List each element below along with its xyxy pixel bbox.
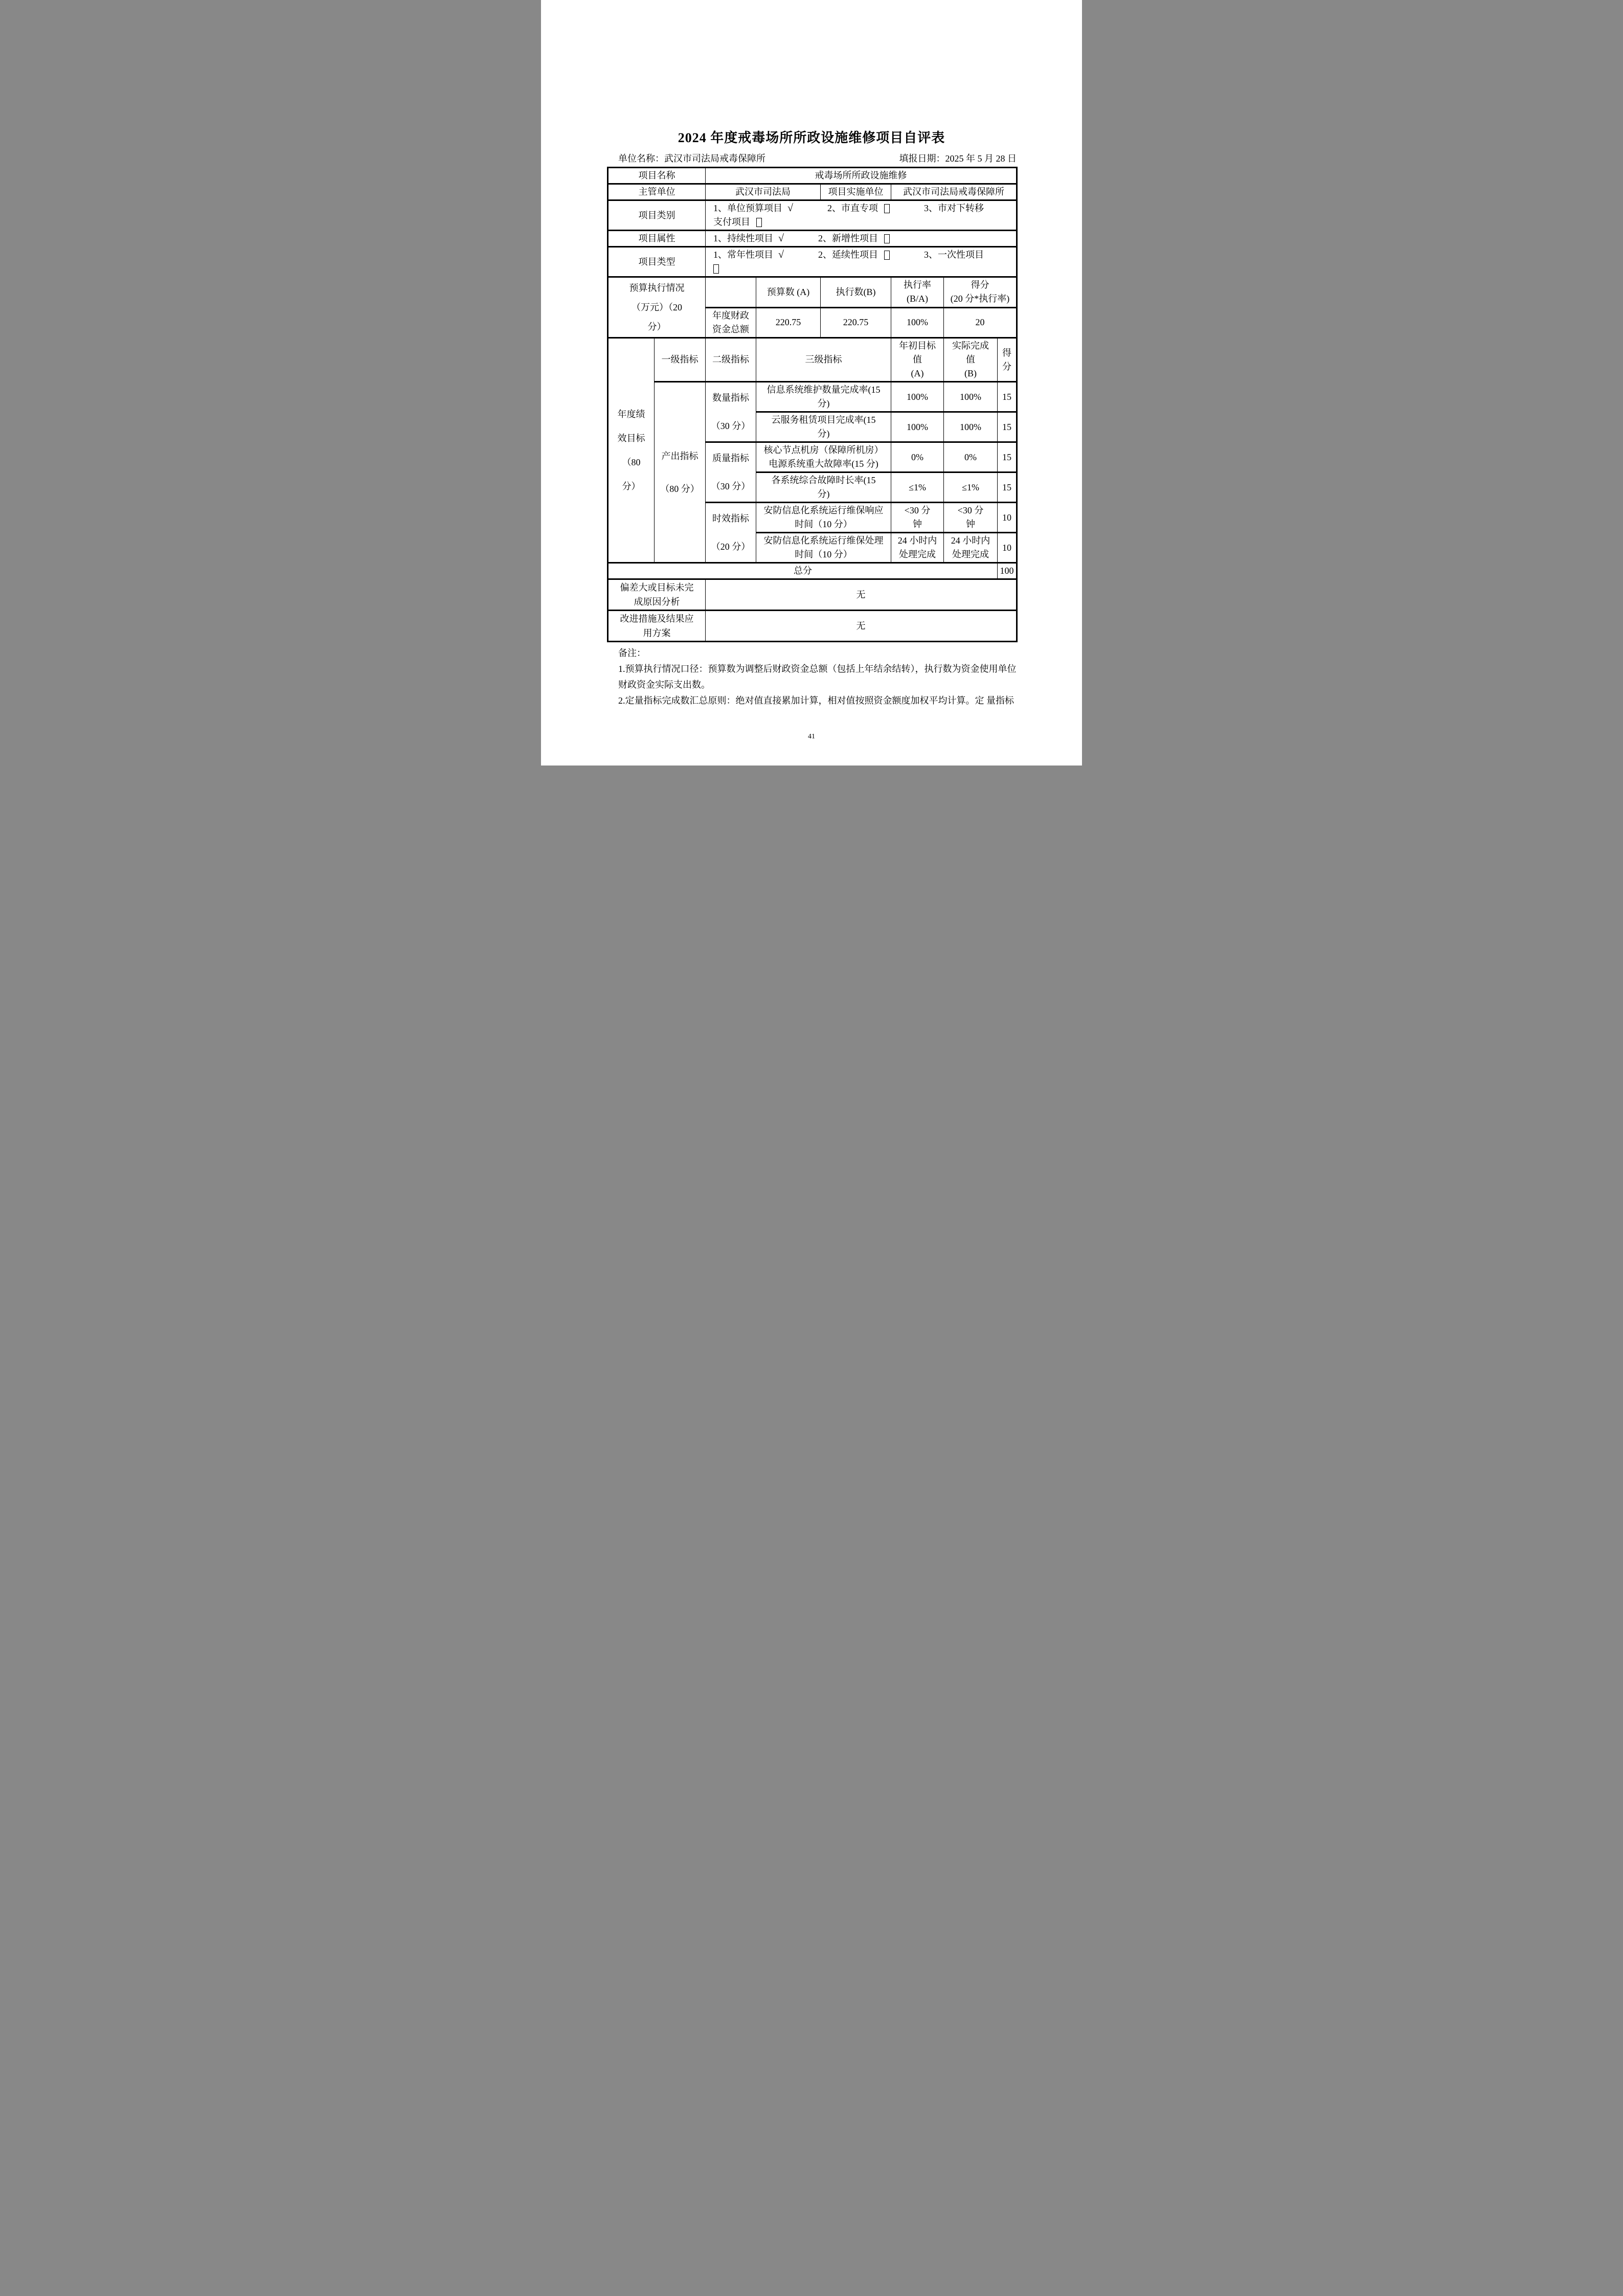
check-mark: √: [787, 202, 793, 214]
option-onetime: [924, 248, 984, 262]
target-value-header: 年初目标 值 (A): [891, 338, 944, 382]
improvement-measures-label: 改进措施及结果应用方案: [608, 611, 706, 642]
check-mark: √: [778, 249, 784, 260]
exec-rate-header: 执行率 (B/A): [891, 277, 944, 308]
target-value: 100%: [891, 412, 944, 442]
exec-rate-value: 100%: [891, 307, 944, 338]
actual-value: 100%: [944, 382, 998, 412]
table-row: [608, 231, 1017, 247]
output-indicator-group-label: 产出指标（80 分）: [655, 382, 706, 563]
meta-row: [618, 152, 1017, 165]
indicator-name: 云服务租赁项目完成率(15 分): [756, 412, 891, 442]
table-row: [608, 200, 1017, 231]
project-type-options: [706, 247, 1017, 277]
actual-value: <30 分 钟: [944, 503, 998, 533]
option-label: 2、延续性项目: [818, 250, 878, 260]
option-line: [708, 201, 1014, 215]
note-line: 财政资金实际支出数。: [618, 680, 710, 690]
improvement-measures-value: 无: [706, 611, 1017, 642]
annual-performance-group-label: 年度绩效目标（80 分）: [608, 338, 655, 563]
total-score-label: 总分: [608, 563, 998, 579]
level2-indicator-header: 二级指标: [706, 338, 756, 382]
table-row: [608, 247, 1017, 277]
option-line: [708, 262, 1014, 276]
project-attribute-options: [706, 231, 1017, 247]
report-date: 填报日期：2025 年 5 月 28 日: [899, 153, 1017, 164]
score-value: 15: [998, 412, 1017, 442]
project-type-label: 项目类型: [608, 247, 706, 277]
project-name-label: 项目名称: [608, 168, 706, 184]
level3-indicator-header: 三级指标: [756, 338, 891, 382]
actual-value: 100%: [944, 412, 998, 442]
option-transfer: [924, 201, 984, 215]
project-category-options: [706, 200, 1017, 231]
timeliness-indicator-label: 时效指标（20 分）: [706, 503, 756, 563]
checkbox-icon: [756, 218, 762, 227]
option-line: [708, 232, 1014, 245]
option-new: [818, 232, 890, 245]
score-value: 10: [998, 533, 1017, 563]
checkbox-icon: [884, 234, 890, 243]
option-continuous: [713, 232, 784, 245]
score-value: 15: [998, 382, 1017, 412]
option-label: 3、一次性项目: [923, 250, 984, 260]
indicator-name: 核心节点机房（保障所机房） 电源系统重大故障率(15 分): [756, 442, 891, 472]
budget-amount-header: 预算数 (A): [756, 277, 821, 308]
implementing-unit-value: 武汉市司法局戒毒保障所: [891, 184, 1017, 200]
deviation-analysis-label: 偏差大或目标未完成原因分析: [608, 579, 706, 611]
target-value: 24 小时内 处理完成: [891, 533, 944, 563]
option-label: 2、新增性项目: [818, 233, 878, 243]
note-line: 2.定量指标完成数汇总原则：绝对值直接累加计算，相对值按照资金额度加权平均计算。定 量指标: [618, 695, 1014, 706]
option-perennial: [713, 248, 784, 262]
option-label: 1、持续性项目: [713, 233, 773, 243]
actual-value: 0%: [944, 442, 998, 472]
budget-empty-cell: [706, 277, 756, 308]
budget-amount-value: 220.75: [756, 307, 821, 338]
page-title: 2024 年度戒毒场所所政设施维修项目自评表: [678, 130, 945, 145]
option-label: 2、市直专项: [827, 203, 878, 213]
score-value: 15: [998, 442, 1017, 472]
indicator-name: 安防信息化系统运行维保响应 时间（10 分）: [756, 503, 891, 533]
actual-value-header: 实际完成 值 (B): [944, 338, 998, 382]
budget-score-value: 20: [944, 307, 1017, 338]
budget-score-header: 得分 (20 分*执行率): [944, 277, 1017, 308]
quality-indicator-label: 质量指标（30 分）: [706, 442, 756, 503]
table-row: [608, 277, 1017, 308]
supervisor-unit-value: 武汉市司法局: [706, 184, 821, 200]
self-evaluation-table: [607, 167, 1018, 642]
checkbox-icon: [884, 251, 890, 260]
option-onetime-box: [713, 264, 719, 274]
option-label: 1、常年性项目: [713, 250, 773, 260]
annual-fund-label: 年度财政资金总额: [706, 307, 756, 338]
option-line: [708, 215, 1014, 229]
supervisor-unit-label: 主管单位: [608, 184, 706, 200]
score-header: 得 分: [998, 338, 1017, 382]
page-number: 41: [808, 733, 815, 740]
option-extension: [818, 248, 890, 262]
checkbox-icon: [713, 264, 719, 274]
level1-indicator-header: 一级指标: [655, 338, 706, 382]
indicator-name: 信息系统维护数量完成率(15 分): [756, 382, 891, 412]
document-page: [541, 0, 1082, 766]
option-transfer-cont: [713, 215, 762, 229]
option-city-special: [827, 201, 890, 215]
option-label: 1、单位预算项目: [713, 203, 782, 213]
implementing-unit-label: 项目实施单位: [821, 184, 891, 200]
target-value: 100%: [891, 382, 944, 412]
target-value: <30 分 钟: [891, 503, 944, 533]
score-value: 10: [998, 503, 1017, 533]
actual-value: 24 小时内 处理完成: [944, 533, 998, 563]
table-row: [608, 611, 1017, 642]
notes-heading: 备注：: [618, 648, 646, 658]
budget-execution-label: 预算执行情况（万元）（20 分）: [608, 277, 706, 338]
option-unit-budget: [713, 201, 793, 215]
project-name-value: 戒毒场所所政设施维修: [706, 168, 1017, 184]
option-line: [708, 248, 1014, 262]
unit-name: 单位名称：武汉市司法局戒毒保障所: [618, 153, 765, 164]
note-line: 1.预算执行情况口径：预算数为调整后财政资金总额（包括上年结余结转），执行数为资金使用单位: [618, 664, 1017, 674]
table-row: [608, 382, 1017, 412]
exec-amount-header: 执行数(B): [821, 277, 891, 308]
target-value: 0%: [891, 442, 944, 472]
notes-section: [618, 645, 1033, 709]
table-row: [608, 184, 1017, 200]
project-category-label: 项目类别: [608, 200, 706, 231]
deviation-analysis-value: 无: [706, 579, 1017, 611]
option-label: 支付项目: [713, 217, 750, 227]
checkbox-icon: [884, 204, 890, 213]
table-row: [608, 338, 1017, 382]
total-score-value: 100: [998, 563, 1017, 579]
indicator-name: 安防信息化系统运行维保处理 时间（10 分）: [756, 533, 891, 563]
quantity-indicator-label: 数量指标（30 分）: [706, 382, 756, 442]
table-row: [608, 563, 1017, 579]
exec-amount-value: 220.75: [821, 307, 891, 338]
check-mark: √: [778, 233, 784, 244]
project-attribute-label: 项目属性: [608, 231, 706, 247]
indicator-name: 各系统综合故障时长率(15 分): [756, 472, 891, 503]
table-row: [608, 579, 1017, 611]
target-value: ≤1%: [891, 472, 944, 503]
table-row: [608, 168, 1017, 184]
actual-value: ≤1%: [944, 472, 998, 503]
option-label: 3、市对下转移: [923, 203, 984, 213]
score-value: 15: [998, 472, 1017, 503]
